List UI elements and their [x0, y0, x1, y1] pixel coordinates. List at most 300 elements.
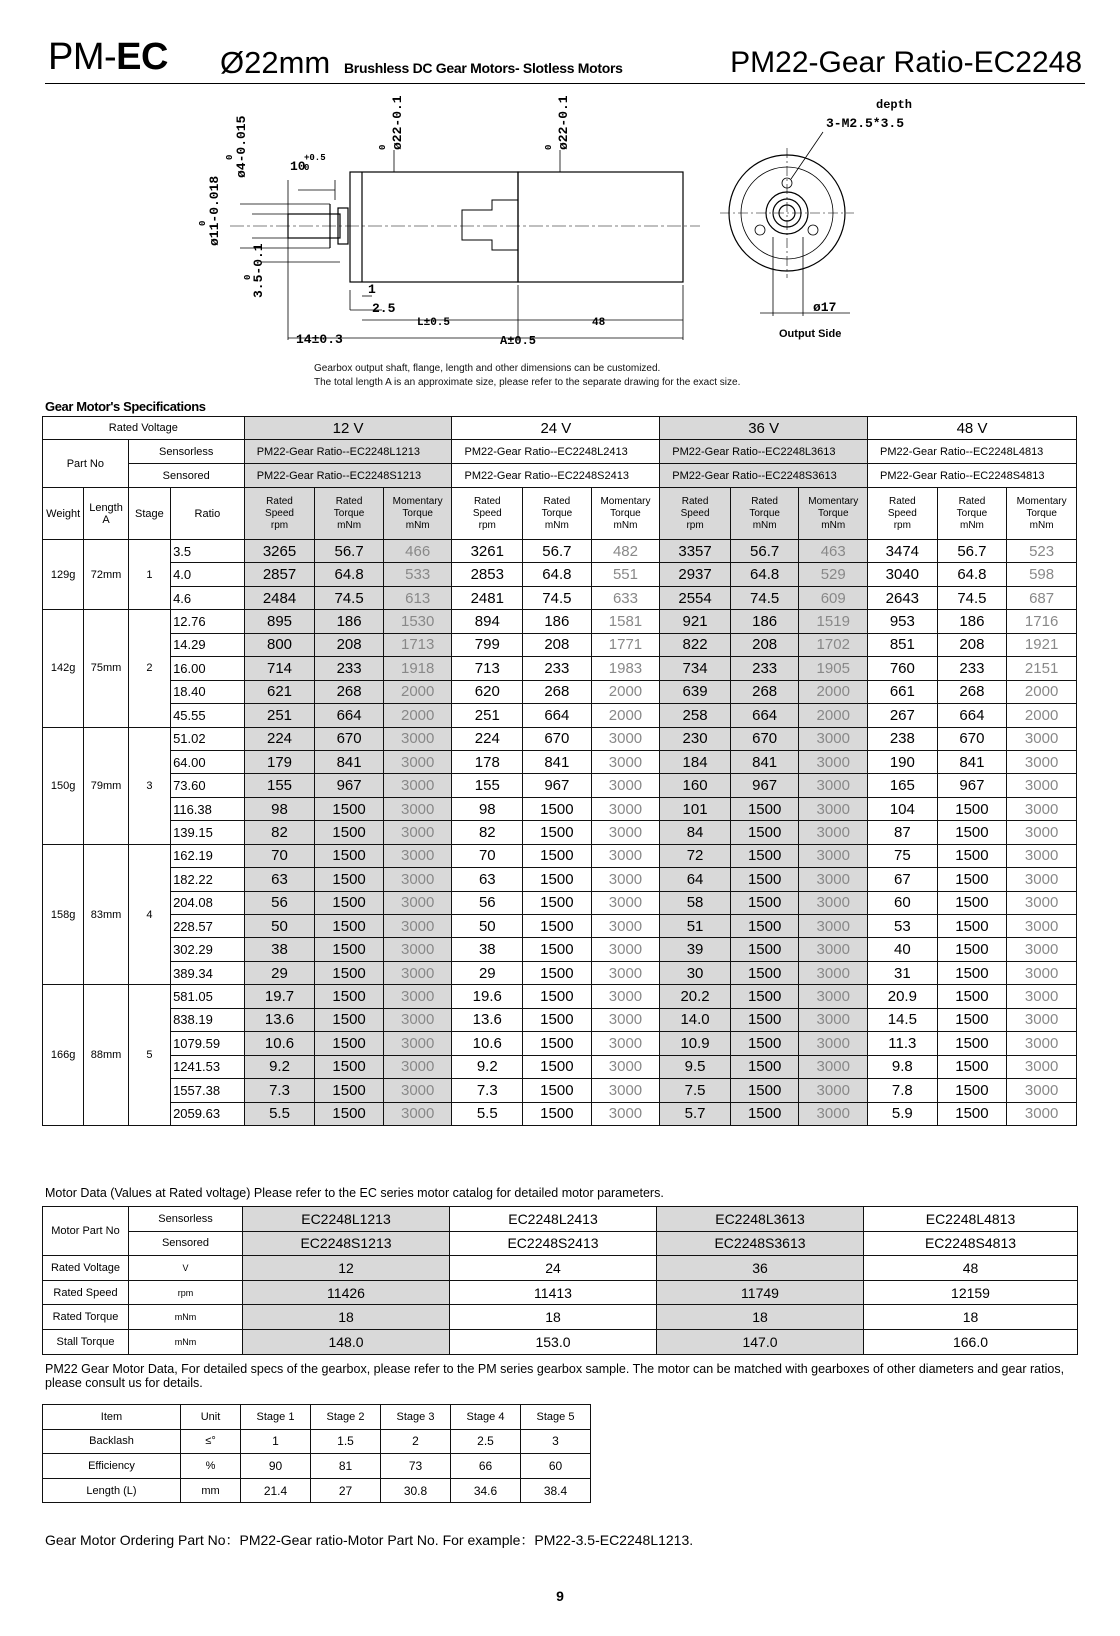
motor-row	[43, 1305, 1078, 1330]
rated-torque-cell: 64.8	[730, 563, 799, 586]
gear-value: 60	[521, 1454, 591, 1479]
momentary-torque-cell: 3000	[591, 985, 660, 1008]
rated-speed-header-line: Speed	[887, 507, 917, 519]
rated-torque-cell: 841	[315, 750, 384, 773]
momentary-torque-cell: 598	[1007, 563, 1077, 586]
rated-torque-cell: 1500	[315, 1079, 384, 1102]
momentary-torque-cell: 3000	[383, 727, 452, 750]
rated-speed-cell: 9.8	[868, 1055, 938, 1078]
length-header-line: Length	[89, 501, 123, 514]
rated-torque-cell: 1500	[315, 891, 384, 914]
momentary-torque-cell: 1716	[1007, 610, 1077, 633]
sensorless-part: PM22-Gear Ratio--EC2248L3613	[660, 440, 868, 464]
rated-speed-header-line: Rated	[889, 495, 916, 507]
rated-speed-cell: 38	[244, 938, 315, 961]
rated-torque-cell: 1500	[730, 797, 799, 820]
rated-torque-cell: 1500	[937, 1055, 1007, 1078]
brand-prefix: PM-	[48, 36, 117, 78]
momentary-torque-cell: 3000	[1007, 985, 1077, 1008]
rated-speed-cell: 620	[452, 680, 523, 703]
rated-torque-cell: 74.5	[937, 586, 1007, 609]
rated-torque-header-line: Torque	[541, 507, 573, 519]
gear-item: Backlash	[43, 1429, 181, 1454]
ratio-cell: 162.19	[171, 844, 245, 867]
rated-speed-cell: 70	[452, 844, 523, 867]
momentary-torque-cell: 3000	[1007, 1079, 1077, 1102]
motor-value: 148.0	[243, 1329, 450, 1354]
momentary-torque-cell: 1530	[383, 610, 452, 633]
column-header-row	[43, 488, 1077, 540]
rated-speed-cell: 2554	[660, 586, 731, 609]
drawing-note-1: Gearbox output shaft, flange, length and other dimensions can be customized.	[314, 363, 661, 374]
table-row	[43, 1008, 1077, 1031]
page-number: 9	[556, 1588, 564, 1604]
gear-value: 90	[241, 1454, 311, 1479]
weight-cell: 158g	[43, 844, 84, 985]
rated-torque-header-line: mNm	[337, 519, 362, 531]
rated-torque-cell: 1500	[937, 797, 1007, 820]
dim-d22-motor: ø22-0.1	[556, 95, 571, 150]
length-header-line: A	[102, 513, 110, 526]
momentary-torque-cell: 2000	[799, 680, 868, 703]
rated-torque-cell: 186	[315, 610, 384, 633]
rated-speed-header-line: Rated	[681, 495, 709, 507]
momentary-torque-cell: 3000	[1007, 821, 1077, 844]
table-row	[43, 1102, 1077, 1125]
rated-speed-cell: 5.5	[452, 1102, 523, 1125]
rated-torque-header-line: mNm	[959, 519, 984, 531]
rated-speed-header-line: rpm	[893, 519, 911, 531]
table-row	[43, 961, 1077, 984]
momentary-torque-cell: 533	[383, 563, 452, 586]
rated-torque-cell: 56.7	[937, 540, 1007, 563]
rated-torque-cell: 1500	[315, 961, 384, 984]
rated-torque-cell: 1500	[730, 1008, 799, 1031]
table-row	[43, 868, 1077, 891]
momentary-torque-cell: 3000	[383, 797, 452, 820]
length-cell: 75mm	[84, 610, 128, 727]
rated-torque-cell: 64.8	[315, 563, 384, 586]
momentary-torque-cell: 3000	[591, 844, 660, 867]
table-row	[43, 1079, 1077, 1102]
rated-torque-cell: 1500	[315, 1102, 384, 1125]
dim-10-tol-b: 0	[304, 163, 310, 173]
rated-torque-cell: 1500	[730, 1032, 799, 1055]
dim-10-tol: +0.5	[304, 153, 326, 163]
momentary-torque-cell: 1983	[591, 657, 660, 680]
motor-sensorless-label: Sensorless	[129, 1207, 243, 1232]
motor-sensorless-row	[43, 1207, 1078, 1232]
voltage-header: 36 V	[660, 417, 868, 440]
rated-speed-cell: 894	[452, 610, 523, 633]
motor-value: 12159	[864, 1280, 1078, 1305]
gearbox-data-table	[42, 1404, 591, 1503]
rated-speed-header-line: Speed	[265, 507, 294, 519]
rated-torque-cell: 56.7	[315, 540, 384, 563]
gear-value: 30.8	[381, 1478, 451, 1503]
rated-torque-cell: 670	[315, 727, 384, 750]
table-row	[43, 821, 1077, 844]
ratio-cell: 1079.59	[171, 1032, 245, 1055]
rated-torque-cell: 841	[523, 750, 592, 773]
momentary-torque-cell: 551	[591, 563, 660, 586]
ratio-cell: 1557.38	[171, 1079, 245, 1102]
motor-value: 11413	[450, 1280, 657, 1305]
rated-speed-cell: 5.9	[868, 1102, 938, 1125]
momentary-torque-cell: 3000	[591, 821, 660, 844]
length-cell: 79mm	[84, 727, 128, 844]
table-row	[43, 938, 1077, 961]
momentary-torque-cell: 3000	[383, 915, 452, 938]
momentary-torque-cell: 3000	[383, 985, 452, 1008]
rated-speed-header-line: rpm	[478, 519, 496, 531]
rated-speed-header-line: Speed	[680, 507, 710, 519]
rated-speed-cell: 921	[660, 610, 731, 633]
stage-cell: 2	[128, 610, 170, 727]
rated-torque-cell: 1500	[937, 1079, 1007, 1102]
motor-sensored-part: EC2248S4813	[864, 1231, 1078, 1256]
sensorless-part: PM22-Gear Ratio--EC2248L1213	[244, 440, 452, 464]
rated-speed-cell: 60	[868, 891, 938, 914]
motor-row	[43, 1280, 1078, 1305]
momentary-torque-cell: 3000	[799, 1055, 868, 1078]
rated-speed-cell: 9.2	[452, 1055, 523, 1078]
rated-torque-cell: 233	[315, 657, 384, 680]
rated-torque-cell: 967	[523, 774, 592, 797]
rated-torque-cell: 1500	[523, 961, 592, 984]
dim-3-5: 3.5-0.1	[251, 243, 266, 298]
rated-speed-cell: 75	[868, 844, 938, 867]
motor-value: 18	[864, 1305, 1078, 1330]
rated-speed-cell: 3261	[452, 540, 523, 563]
rated-torque-cell: 1500	[315, 915, 384, 938]
dim-14: 14±0.3	[296, 332, 343, 347]
rated-speed-cell: 19.6	[452, 985, 523, 1008]
rated-speed-cell: 2853	[452, 563, 523, 586]
ratio-cell: 204.08	[171, 891, 245, 914]
gear-value: 1.5	[311, 1429, 381, 1454]
rated-torque-cell: 1500	[315, 1008, 384, 1031]
motor-value: 48	[864, 1256, 1078, 1281]
brand-title	[48, 36, 168, 79]
table-row	[43, 586, 1077, 609]
momentary-torque-cell: 3000	[1007, 727, 1077, 750]
rated-torque-cell: 186	[523, 610, 592, 633]
stage-cell: 4	[128, 844, 170, 985]
momentary-torque-cell: 3000	[1007, 891, 1077, 914]
momentary-torque-cell: 3000	[1007, 750, 1077, 773]
gear-header: Stage 4	[451, 1405, 521, 1430]
rated-torque-cell: 268	[937, 680, 1007, 703]
motor-value: 11749	[657, 1280, 864, 1305]
table-row	[43, 891, 1077, 914]
momentary-torque-cell: 1918	[383, 657, 452, 680]
rated-speed-cell: 13.6	[452, 1008, 523, 1031]
length-cell: 88mm	[84, 985, 128, 1126]
table-row	[43, 774, 1077, 797]
rated-speed-cell: 98	[244, 797, 315, 820]
stage-cell: 5	[128, 985, 170, 1126]
momentary-torque-header-line: Torque	[610, 507, 641, 519]
momentary-torque-cell: 3000	[591, 727, 660, 750]
momentary-torque-cell: 687	[1007, 586, 1077, 609]
motor-sensored-part: EC2248S1213	[243, 1231, 450, 1256]
rated-torque-header	[523, 488, 592, 540]
dim-2-5: 2.5	[372, 301, 396, 316]
momentary-torque-cell: 3000	[591, 1032, 660, 1055]
ratio-cell: 139.15	[171, 821, 245, 844]
dim-d22-motor-tol: 0	[544, 144, 554, 150]
ratio-cell: 3.5	[171, 540, 245, 563]
rated-speed-cell: 56	[244, 891, 315, 914]
rated-speed-cell: 230	[660, 727, 731, 750]
momentary-torque-cell: 3000	[383, 961, 452, 984]
momentary-torque-header-line: Momentary	[392, 495, 443, 507]
sensorless-label: Sensorless	[128, 440, 244, 464]
rated-torque-header	[937, 488, 1007, 540]
rated-torque-cell: 1500	[937, 961, 1007, 984]
rated-torque-cell: 670	[523, 727, 592, 750]
output-side-label: Output Side	[779, 328, 842, 340]
stage-cell: 3	[128, 727, 170, 844]
ratio-cell: 302.29	[171, 938, 245, 961]
rated-speed-cell: 639	[660, 680, 731, 703]
rated-speed-cell: 63	[452, 868, 523, 891]
dim-d4-tol: 0	[225, 154, 235, 160]
weight-cell: 166g	[43, 985, 84, 1126]
rated-torque-cell: 1500	[523, 868, 592, 891]
motor-value: 36	[657, 1256, 864, 1281]
momentary-torque-cell: 2151	[1007, 657, 1077, 680]
momentary-torque-cell: 3000	[591, 915, 660, 938]
momentary-torque-cell: 3000	[383, 938, 452, 961]
page-header	[45, 36, 1085, 84]
rated-speed-cell: 661	[868, 680, 938, 703]
momentary-torque-cell: 3000	[383, 1008, 452, 1031]
gear-item: Efficiency	[43, 1454, 181, 1479]
momentary-torque-cell: 3000	[591, 938, 660, 961]
rated-torque-cell: 233	[937, 657, 1007, 680]
rated-speed-cell: 734	[660, 657, 731, 680]
rated-speed-cell: 50	[244, 915, 315, 938]
rated-torque-cell: 1500	[315, 985, 384, 1008]
ratio-cell: 389.34	[171, 961, 245, 984]
rated-torque-cell: 64.8	[937, 563, 1007, 586]
rated-speed-cell: 7.3	[244, 1079, 315, 1102]
ratio-cell: 64.00	[171, 750, 245, 773]
table-row	[43, 657, 1077, 680]
momentary-torque-header	[383, 488, 452, 540]
momentary-torque-cell: 529	[799, 563, 868, 586]
dim-d11-tol: 0	[198, 220, 208, 226]
rated-speed-cell: 70	[244, 844, 315, 867]
rated-torque-cell: 1500	[937, 844, 1007, 867]
momentary-torque-cell: 3000	[1007, 961, 1077, 984]
dim-d22-gearbox: ø22-0.1	[390, 95, 405, 150]
rated-speed-cell: 224	[452, 727, 523, 750]
momentary-torque-cell: 3000	[383, 750, 452, 773]
rated-speed-cell: 14.0	[660, 1008, 731, 1031]
momentary-torque-cell: 463	[799, 540, 868, 563]
gear-row	[43, 1454, 591, 1479]
rated-speed-cell: 3040	[868, 563, 938, 586]
rated-torque-cell: 1500	[523, 844, 592, 867]
momentary-torque-cell: 1713	[383, 633, 452, 656]
momentary-torque-cell: 3000	[591, 1055, 660, 1078]
dim-3-5-tol: 0	[243, 274, 253, 280]
gear-value: 34.6	[451, 1478, 521, 1503]
rated-speed-cell: 29	[244, 961, 315, 984]
rated-speed-cell: 713	[452, 657, 523, 680]
momentary-torque-header-line: Torque	[402, 507, 433, 519]
motor-sensored-part: EC2248S3613	[657, 1231, 864, 1256]
momentary-torque-cell: 3000	[383, 891, 452, 914]
rated-torque-cell: 664	[937, 704, 1007, 727]
rated-speed-header-line: Rated	[473, 495, 501, 507]
rated-speed-cell: 11.3	[868, 1032, 938, 1055]
table-row	[43, 680, 1077, 703]
momentary-torque-cell: 2000	[383, 680, 452, 703]
momentary-torque-header-line: Momentary	[808, 495, 859, 507]
motor-sensored-label: Sensored	[129, 1231, 243, 1256]
momentary-torque-cell: 1771	[591, 633, 660, 656]
rated-speed-cell: 30	[660, 961, 731, 984]
rated-torque-cell: 1500	[315, 938, 384, 961]
momentary-torque-cell: 613	[383, 586, 452, 609]
rated-torque-cell: 1500	[730, 985, 799, 1008]
gear-header: Stage 1	[241, 1405, 311, 1430]
rated-speed-header-line: rpm	[270, 519, 289, 531]
momentary-torque-cell: 3000	[591, 1102, 660, 1125]
rated-speed-cell: 3474	[868, 540, 938, 563]
rated-torque-cell: 268	[315, 680, 384, 703]
rated-speed-header-line: Rated	[266, 495, 293, 507]
motor-row-label: Rated Voltage	[43, 1256, 129, 1281]
gear-header: Stage 2	[311, 1405, 381, 1430]
motor-row	[43, 1256, 1078, 1281]
table-row	[43, 797, 1077, 820]
rated-speed-cell: 98	[452, 797, 523, 820]
rated-speed-cell: 10.9	[660, 1032, 731, 1055]
rated-torque-cell: 1500	[730, 1055, 799, 1078]
table-row	[43, 844, 1077, 867]
momentary-torque-cell: 1702	[799, 633, 868, 656]
rated-torque-cell: 1500	[937, 985, 1007, 1008]
rated-speed-cell: 58	[660, 891, 731, 914]
rated-speed-cell: 799	[452, 633, 523, 656]
rated-speed-cell: 267	[868, 704, 938, 727]
momentary-torque-header	[1007, 488, 1077, 540]
momentary-torque-cell: 609	[799, 586, 868, 609]
rated-speed-cell: 104	[868, 797, 938, 820]
gear-motor-spec-table	[42, 416, 1077, 1126]
table-row	[43, 563, 1077, 586]
momentary-torque-cell: 3000	[799, 1102, 868, 1125]
rated-torque-header-line: mNm	[752, 519, 777, 531]
momentary-torque-header-line: Momentary	[600, 495, 651, 507]
gear-value: 3	[521, 1429, 591, 1454]
momentary-torque-cell: 3000	[1007, 1008, 1077, 1031]
holes-label: 3-M2.5*3.5	[826, 116, 905, 131]
momentary-torque-header-line: Momentary	[1016, 495, 1067, 507]
rated-torque-cell: 1500	[523, 797, 592, 820]
momentary-torque-header-line: Torque	[817, 507, 849, 519]
rated-torque-cell: 1500	[730, 938, 799, 961]
momentary-torque-cell: 3000	[591, 868, 660, 891]
momentary-torque-cell: 3000	[799, 1032, 868, 1055]
rated-torque-cell: 1500	[315, 1032, 384, 1055]
sensorless-part: PM22-Gear Ratio--EC2248L4813	[868, 440, 1077, 464]
rated-speed-cell: 19.7	[244, 985, 315, 1008]
motor-row-unit: V	[129, 1256, 243, 1281]
rated-speed-cell: 2484	[244, 586, 315, 609]
momentary-torque-header-line: mNm	[613, 519, 638, 531]
momentary-torque-cell: 3000	[799, 774, 868, 797]
momentary-torque-cell: 3000	[799, 1079, 868, 1102]
momentary-torque-cell: 3000	[383, 844, 452, 867]
dim-A: A±0.5	[500, 334, 537, 348]
motor-row-label: Rated Speed	[43, 1280, 129, 1305]
momentary-torque-header-line: mNm	[821, 519, 846, 531]
ratio-cell: 1241.53	[171, 1055, 245, 1078]
sensored-part: PM22-Gear Ratio--EC2248S4813	[868, 464, 1077, 488]
rated-torque-cell: 1500	[937, 1008, 1007, 1031]
momentary-torque-cell: 466	[383, 540, 452, 563]
gear-value: 27	[311, 1478, 381, 1503]
specs-title: Gear Motor's Specifications	[45, 399, 206, 414]
motor-part-no-label: Motor Part No	[43, 1207, 129, 1256]
ratio-cell: 12.76	[171, 610, 245, 633]
voltage-header: 48 V	[868, 417, 1077, 440]
rated-torque-cell: 967	[315, 774, 384, 797]
rated-speed-cell: 31	[868, 961, 938, 984]
rated-torque-cell: 1500	[730, 915, 799, 938]
dim-d4: ø4-0.015	[234, 115, 249, 178]
rated-speed-cell: 9.2	[244, 1055, 315, 1078]
rated-torque-cell: 1500	[523, 821, 592, 844]
rated-torque-cell: 1500	[937, 915, 1007, 938]
rated-speed-cell: 2481	[452, 586, 523, 609]
ratio-cell: 116.38	[171, 797, 245, 820]
gear-value: 21.4	[241, 1478, 311, 1503]
rated-torque-cell: 1500	[937, 1102, 1007, 1125]
dim-d11: ø11-0.018	[207, 175, 222, 246]
rated-speed-cell: 84	[660, 821, 731, 844]
rated-speed-cell: 63	[244, 868, 315, 891]
rated-speed-cell: 7.5	[660, 1079, 731, 1102]
momentary-torque-cell: 3000	[1007, 774, 1077, 797]
momentary-torque-cell: 3000	[799, 891, 868, 914]
rated-speed-cell: 160	[660, 774, 731, 797]
rated-torque-header-line: Torque	[749, 507, 780, 519]
rated-torque-cell: 1500	[730, 821, 799, 844]
rated-speed-cell: 82	[244, 821, 315, 844]
rated-speed-cell: 251	[452, 704, 523, 727]
ratio-cell: 18.40	[171, 680, 245, 703]
rated-speed-cell: 53	[868, 915, 938, 938]
gear-unit: ≤°	[181, 1429, 241, 1454]
drawing-note-2: The total length A is an approximate size, please refer to the separate drawing for the exact size.	[314, 377, 741, 388]
rated-torque-cell: 1500	[523, 1032, 592, 1055]
motor-data-table	[42, 1206, 1078, 1355]
ratio-cell: 4.6	[171, 586, 245, 609]
gear-header: Item	[43, 1405, 181, 1430]
rated-speed-cell: 67	[868, 868, 938, 891]
table-row	[43, 1032, 1077, 1055]
rated-torque-cell: 208	[523, 633, 592, 656]
motor-sensored-part: EC2248S2413	[450, 1231, 657, 1256]
momentary-torque-cell: 3000	[383, 1102, 452, 1125]
